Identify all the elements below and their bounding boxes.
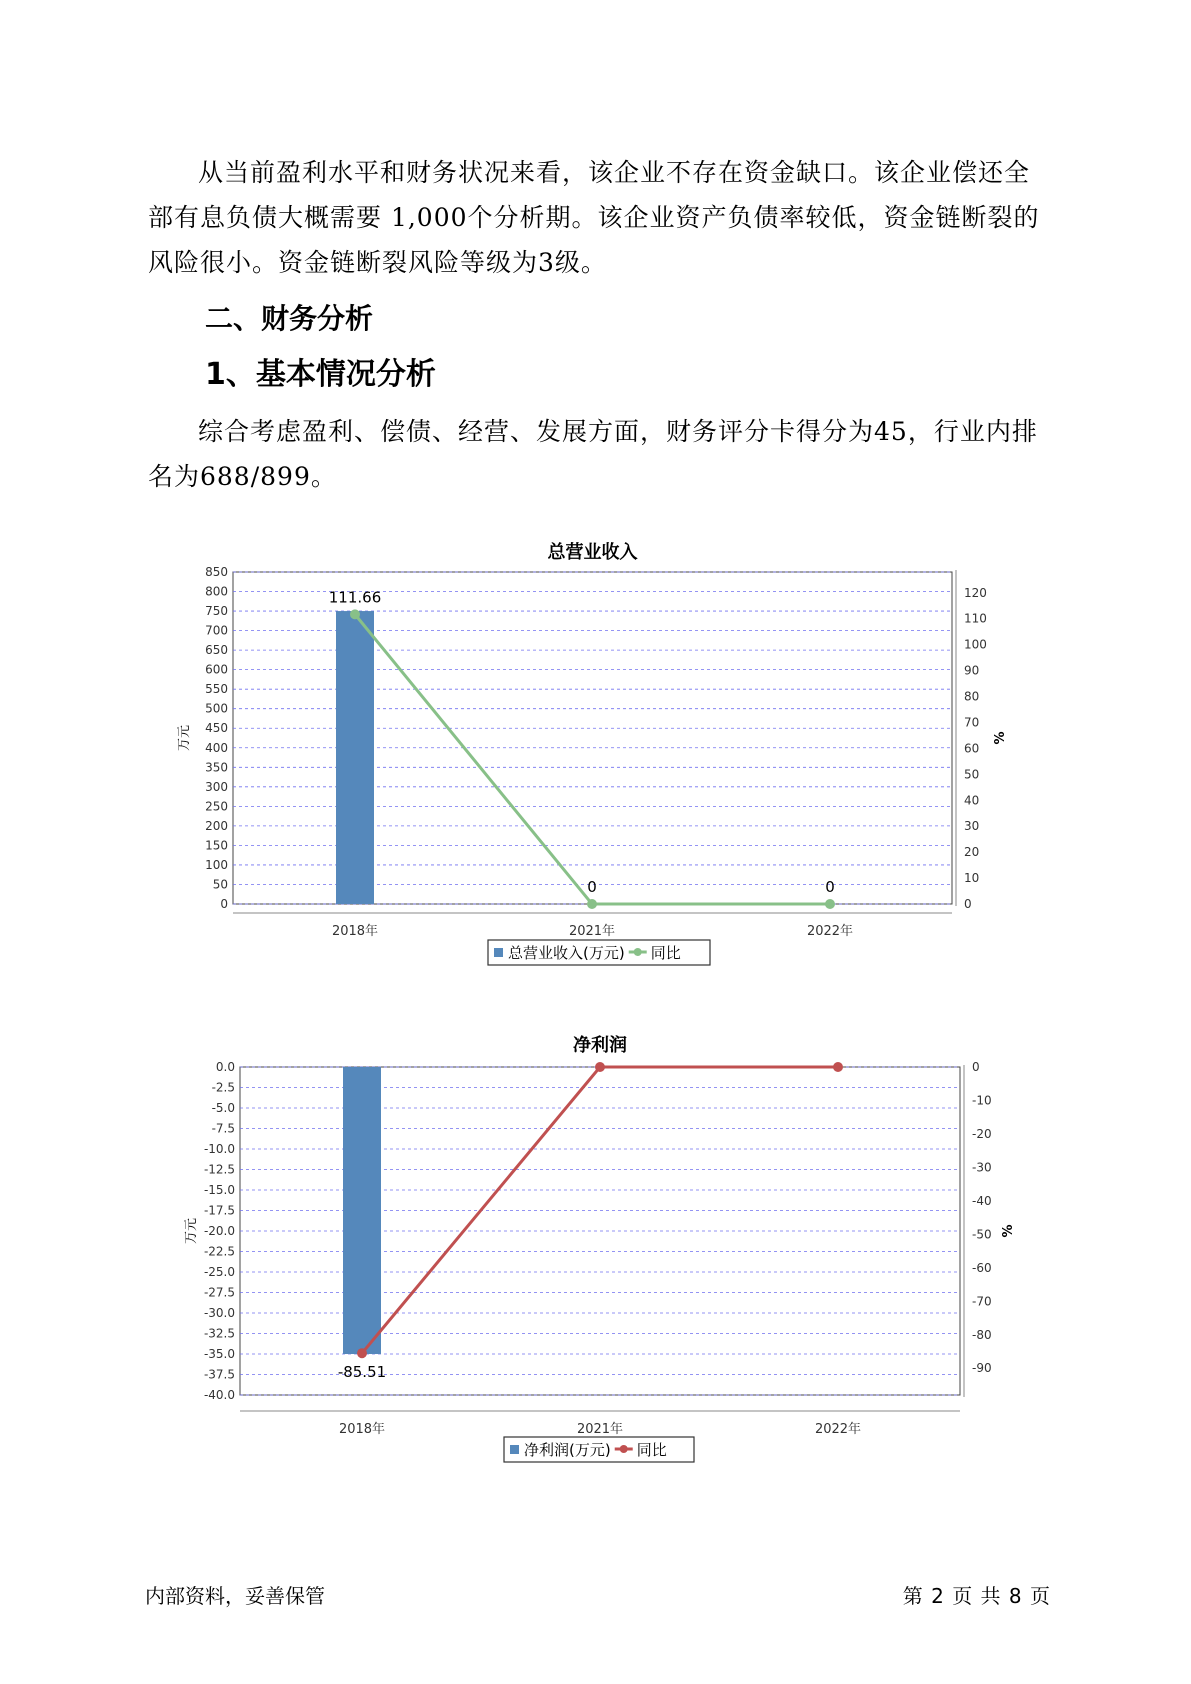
y-axis-label: 万元 (177, 724, 192, 752)
y-tick-label: 650 (205, 643, 228, 658)
y-tick-label: -20.0 (203, 1224, 235, 1238)
analysis-paragraph-2: 综合考虑盈利、偿债、经营、发展方面，财务评分卡得分为45，行业内排名为688/899。 (148, 417, 1038, 491)
y-tick-label: -30.0 (203, 1306, 235, 1320)
y2-tick-label: -10 (972, 1093, 992, 1108)
legend-swatch-bar (510, 1445, 519, 1454)
analysis-paragraph-1: 从当前盈利水平和财务状况来看，该企业不存在资金缺口。该企业偿还全部有息负债大概需要 1,000个分析期。该企业资产负债率较低，资金链断裂的风险很小。资金链断裂风险等级为3级。 (148, 158, 1040, 277)
y-tick-label: 600 (205, 662, 228, 677)
y2-tick-label: 70 (964, 715, 980, 730)
legend-label: 净利润(万元) (524, 1441, 611, 1459)
y-tick-label: 0.0 (215, 1060, 235, 1074)
y2-tick-label: 80 (964, 689, 980, 704)
y-tick-label: -40.0 (203, 1388, 235, 1402)
y-tick-label: -17.5 (203, 1203, 235, 1218)
legend-label: 同比 (650, 944, 681, 962)
y-tick-label: 50 (212, 877, 228, 892)
y2-tick-label: -70 (972, 1294, 992, 1309)
y-axis-label: 万元 (184, 1217, 199, 1245)
y-tick-label: -37.5 (203, 1367, 235, 1382)
y-tick-label: 250 (205, 799, 228, 814)
data-label: 111.66 (328, 588, 382, 607)
y-tick-label: 850 (205, 565, 228, 579)
bar-mark (343, 1067, 381, 1354)
y2-axis-label: % (1001, 1224, 1016, 1238)
x-tick-label: 2021年 (568, 924, 616, 939)
x-tick-label: 2018年 (338, 1422, 386, 1437)
y-tick-label: 400 (205, 740, 228, 755)
y2-tick-label: -40 (972, 1193, 992, 1208)
line-point (587, 899, 597, 909)
y-tick-label: -22.5 (203, 1244, 235, 1259)
legend-swatch-point (634, 948, 642, 956)
y-tick-label: 700 (205, 623, 228, 638)
y2-tick-label: -30 (972, 1160, 992, 1175)
y2-tick-label: -50 (972, 1227, 992, 1242)
y-tick-label: 300 (205, 779, 228, 794)
y-tick-label: -5.0 (211, 1101, 235, 1115)
y2-tick-label: -60 (972, 1260, 992, 1275)
y-tick-label: -10.0 (203, 1142, 235, 1156)
y2-tick-label: 60 (964, 741, 980, 756)
data-label: -85.51 (337, 1363, 387, 1382)
y2-axis-label: % (993, 731, 1008, 745)
y2-tick-label: 20 (964, 845, 980, 860)
line-point (357, 1348, 367, 1358)
y2-tick-label: 0 (972, 1060, 980, 1074)
page-number: 第 2 页 共 8 页 (902, 1584, 1051, 1608)
y-tick-label: 500 (205, 701, 228, 716)
section-heading: 二、财务分析 (205, 302, 374, 335)
legend-label: 同比 (636, 1441, 667, 1459)
y-tick-label: 800 (205, 584, 228, 599)
revenue-chart (0, 530, 1191, 980)
line-point (833, 1062, 843, 1072)
y2-tick-label: 120 (964, 585, 987, 600)
y-tick-label: -15.0 (203, 1183, 235, 1197)
y-tick-label: -32.5 (203, 1326, 235, 1341)
y-tick-label: -12.5 (203, 1162, 235, 1177)
y-tick-label: 100 (205, 857, 228, 872)
y-tick-label: -7.5 (211, 1121, 235, 1136)
line-point (350, 609, 360, 619)
y-tick-label: -27.5 (203, 1285, 235, 1300)
y2-tick-label: 50 (964, 767, 980, 782)
y-tick-label: 0 (220, 897, 228, 911)
net-profit-chart (0, 1030, 1191, 1490)
y2-tick-label: 90 (964, 663, 980, 678)
y-tick-label: -2.5 (211, 1080, 235, 1095)
chart-title: 总营业收入 (547, 542, 638, 563)
line-point (825, 899, 835, 909)
y-tick-label: 200 (205, 818, 228, 833)
y2-tick-label: -80 (972, 1327, 992, 1342)
y2-tick-label: 30 (964, 819, 980, 834)
y-tick-label: -25.0 (203, 1265, 235, 1279)
legend-label: 总营业收入(万元) (508, 944, 625, 962)
y-tick-label: 550 (205, 682, 228, 697)
x-tick-label: 2021年 (576, 1422, 624, 1437)
y-tick-label: -35.0 (203, 1347, 235, 1361)
y-tick-label: 450 (205, 721, 228, 736)
legend-swatch-bar (494, 948, 503, 957)
y2-tick-label: 40 (964, 793, 980, 808)
y2-tick-label: 10 (964, 871, 980, 886)
data-label: 0 (825, 878, 835, 896)
line-point (595, 1062, 605, 1072)
x-tick-label: 2022年 (806, 924, 854, 939)
y2-tick-label: 0 (964, 897, 972, 911)
bar-mark (336, 611, 374, 904)
x-tick-label: 2018年 (331, 924, 379, 939)
y2-tick-label: -90 (972, 1361, 992, 1376)
y2-tick-label: 110 (964, 611, 987, 626)
subsection-heading: 1、基本情况分析 (205, 357, 436, 392)
y2-tick-label: -20 (972, 1126, 992, 1141)
chart-title: 净利润 (573, 1035, 627, 1056)
y-tick-label: 150 (205, 838, 228, 853)
x-tick-label: 2022年 (814, 1422, 862, 1437)
y-tick-label: 750 (205, 604, 228, 619)
confidential-footer: 内部资料，妥善保管 (145, 1584, 325, 1608)
data-label: 0 (587, 878, 597, 896)
y2-tick-label: 100 (964, 637, 987, 652)
y-tick-label: 350 (205, 760, 228, 775)
legend-swatch-point (620, 1445, 628, 1453)
